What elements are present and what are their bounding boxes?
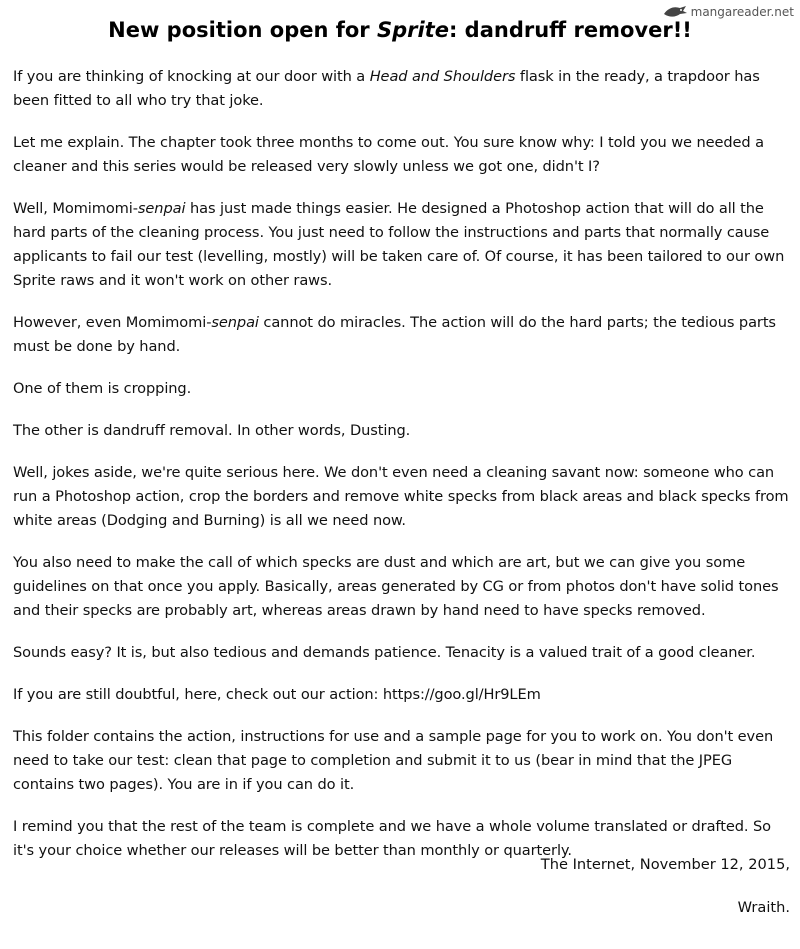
- paragraph-1: [13, 65, 793, 113]
- paragraph-text: flask in the ready, a trapdoor has been fitted to all who try that joke.: [13, 68, 760, 109]
- title-suffix: : dandruff remover!!: [448, 18, 692, 42]
- paragraph-text: has just made things easier. He designed a Photoshop action that will do all the hard parts of the cleaning process. You just need to follow the instructions and parts that normally cause applicants to fail our test (levelling, mostly) will be taken care of. Of course, it has been tailored to our own Sprite raws and it won't work on other raws.: [13, 200, 785, 289]
- title-prefix: New position open for: [108, 18, 377, 42]
- title-emphasis: Sprite: [376, 18, 449, 42]
- paragraph-6: The other is dandruff removal. In other words, Dusting.: [13, 422, 411, 439]
- paragraph-emphasis: Head and Shoulders: [369, 68, 516, 85]
- paragraph-2: Let me explain. The chapter took three months to come out. You sure know why: I told you we needed a cleaner and this series would be released very slowly unless we got one, didn't I?: [13, 134, 764, 175]
- letter-body: [13, 65, 793, 881]
- watermark-text: mangareader.net: [690, 5, 794, 19]
- paragraph-text: cannot do miracles. The action will do the hard parts; the tedious parts must be done by hand.: [13, 314, 776, 355]
- paragraph-text: Well, Momimomi-: [13, 200, 138, 217]
- paragraph-emphasis: senpai: [137, 200, 186, 217]
- paragraph-text: However, even Momimomi-: [13, 314, 212, 331]
- paragraph-3: [13, 197, 793, 293]
- paragraph-8: You also need to make the call of which specks are dust and which are art, but we can give you some guidelines on that once you apply. Basically, areas generated by CG or from photos don't have solid tones and their specks are probably art, whereas areas drawn by hand need to have specks removed.: [13, 554, 779, 619]
- paragraph-9: Sounds easy? It is, but also tedious and demands patience. Tenacity is a valued trait of a good cleaner.: [13, 644, 756, 661]
- paragraph-10: If you are still doubtful, here, check out our action: https://goo.gl/Hr9LEm: [13, 686, 541, 703]
- paragraph-11: This folder contains the action, instructions for use and a sample page for you to work on. You don't even need to take our test: clean that page to completion and submit it to us (bear in mind that the JPEG contains two pages). You are in if you can do it.: [13, 728, 774, 793]
- paragraph-emphasis: senpai: [211, 314, 259, 331]
- page-title: [0, 18, 800, 42]
- paragraph-4: [13, 311, 793, 359]
- paragraph-5: One of them is cropping.: [13, 380, 192, 397]
- paragraph-text: If you are thinking of knocking at our door with a: [13, 68, 370, 85]
- paragraph-12: I remind you that the rest of the team is complete and we have a whole volume translated or drafted. So it's your choice whether our releases will be better than monthly or quarterly.: [13, 818, 771, 859]
- paragraph-7: Well, jokes aside, we're quite serious here. We don't even need a cleaning savant now: someone who can run a Photoshop action, crop the borders and remove white specks from black areas and black specks from white areas (Dodging and Burning) is all we need now.: [13, 464, 789, 529]
- closing-date: The Internet, November 12, 2015,: [540, 856, 790, 873]
- closing-signature: Wraith.: [737, 899, 790, 916]
